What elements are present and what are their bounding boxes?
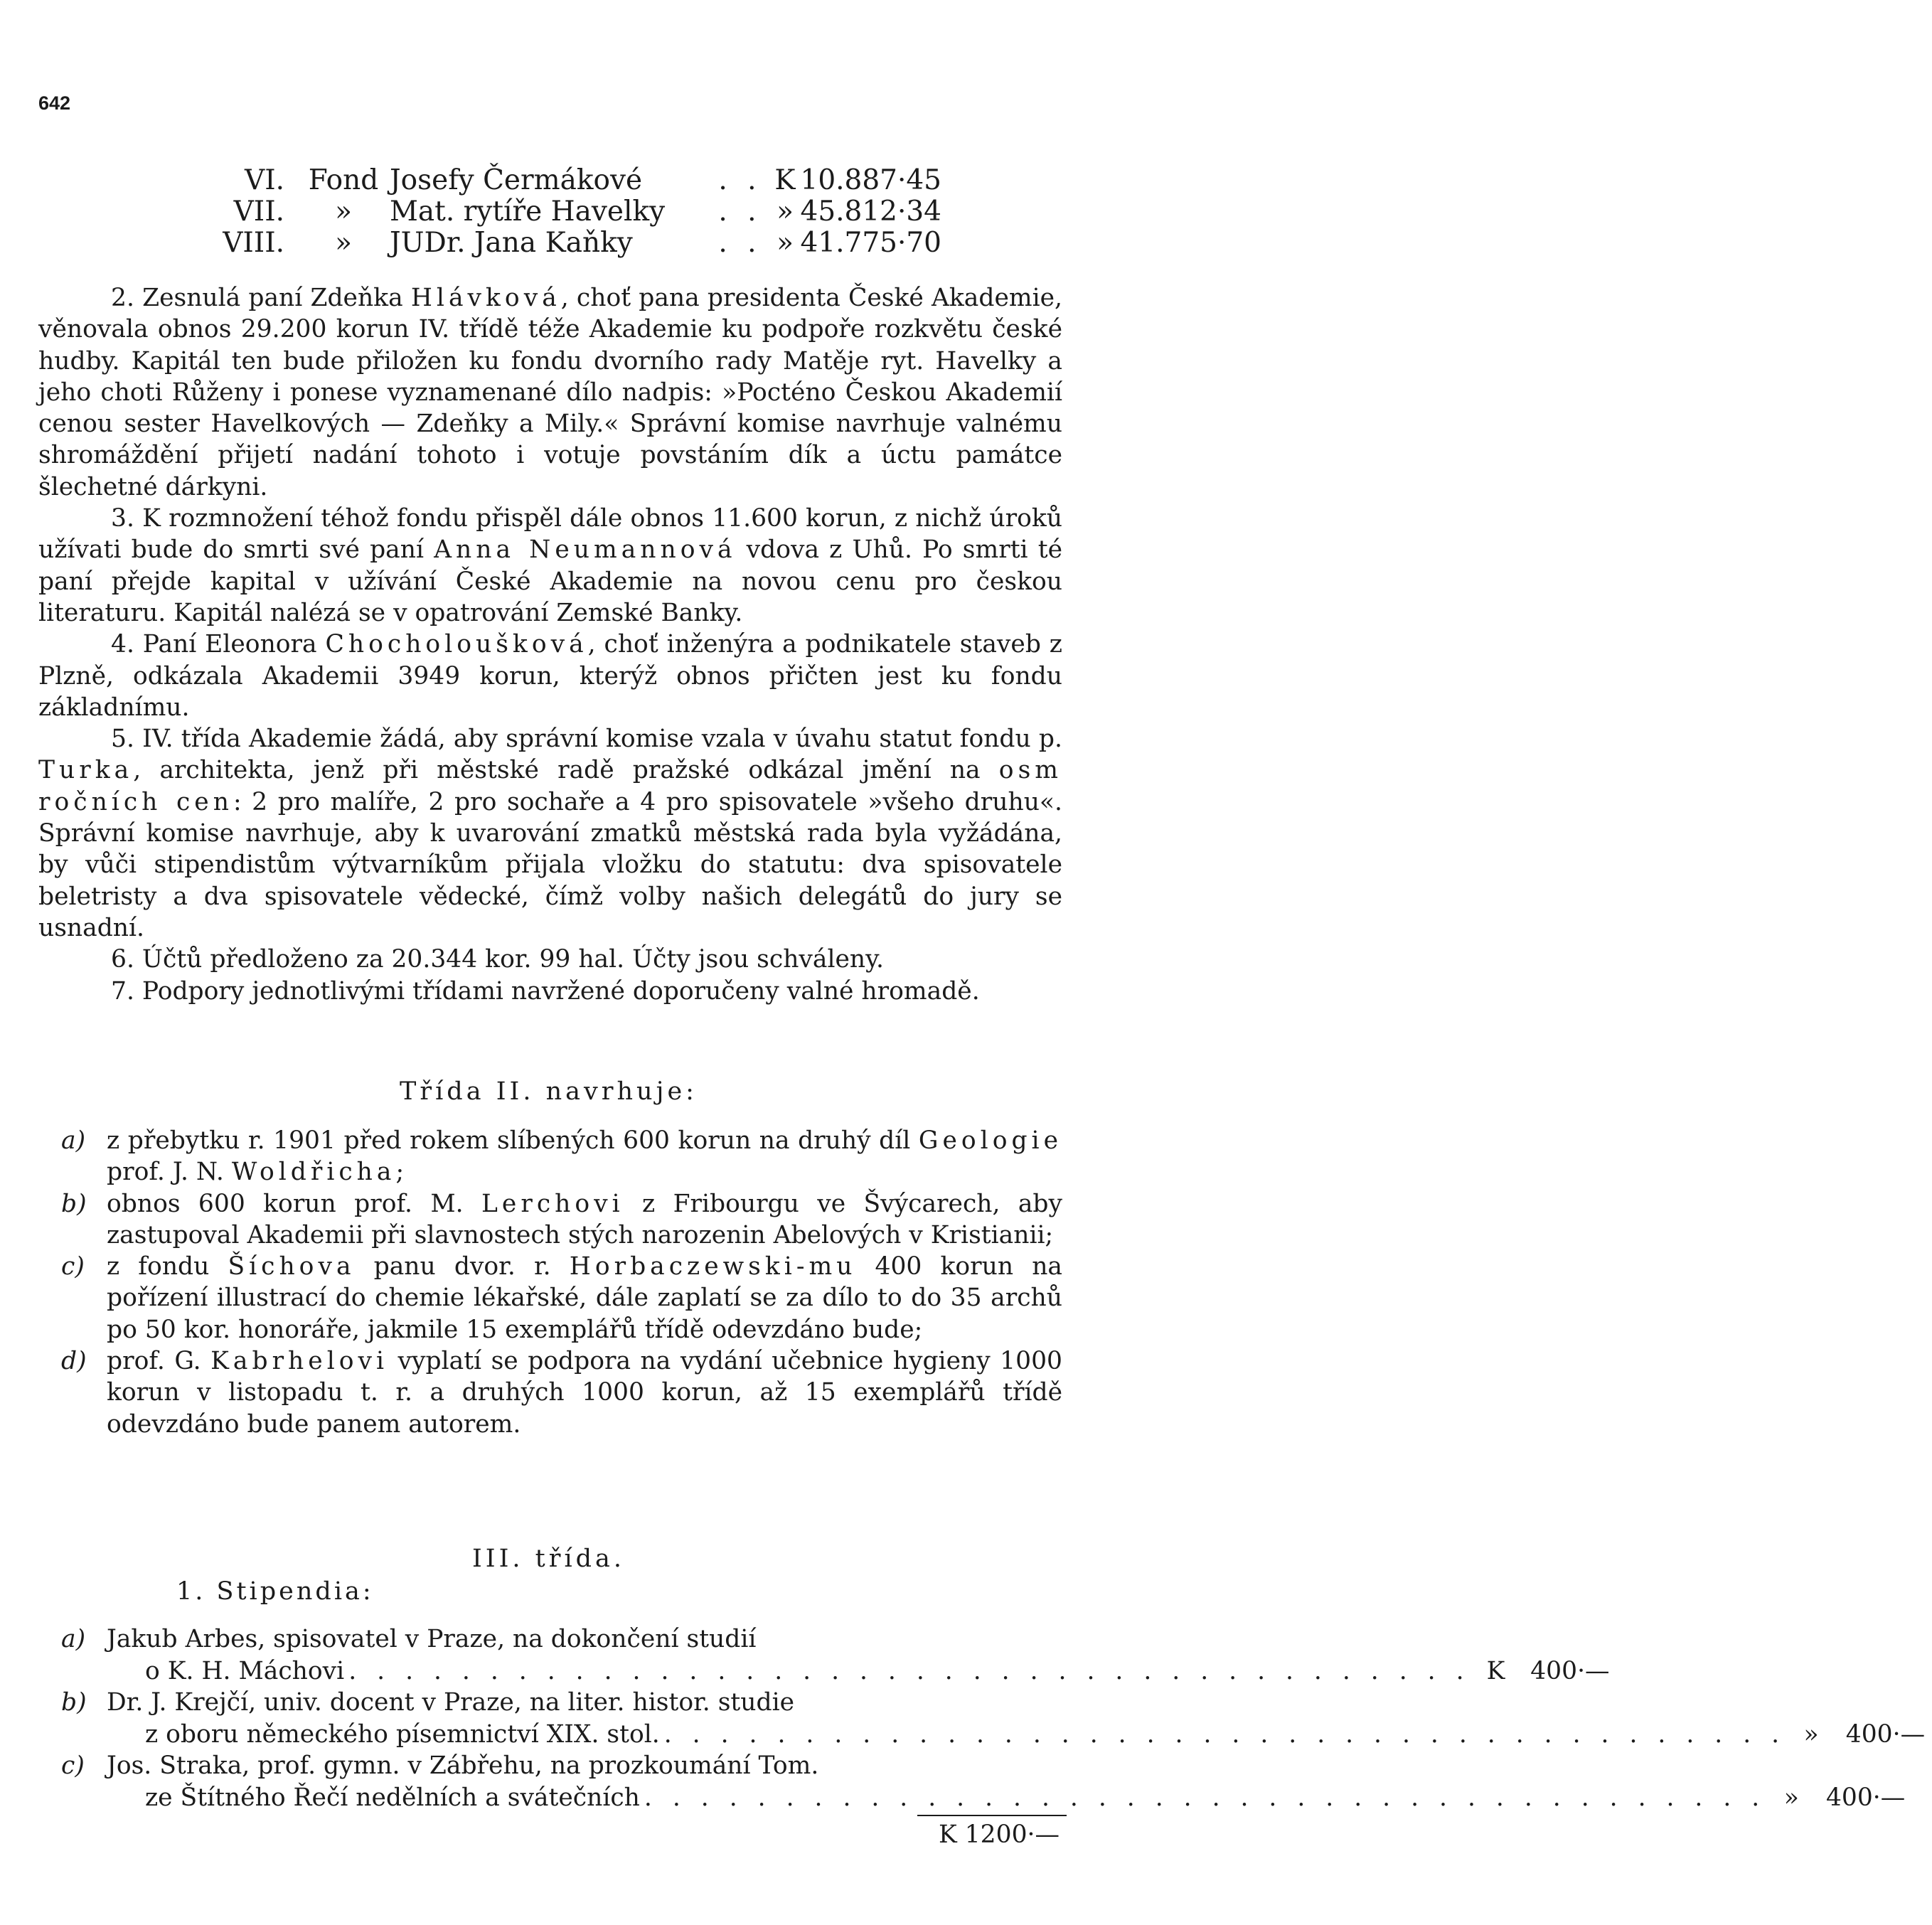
stipend-description: Jakub Arbes, spisovatel v Praze, na dokončení studií [107,1625,757,1653]
stipend-detail-row [38,1655,1610,1687]
stipend-item [38,1687,1926,1750]
fund-prefix: Fond [308,164,379,196]
text: : 2 pro malíře, 2 pro sochaře a 4 pro spisovatele »všeho druhu«. Správní komise navrhuje, aby k uvarování zmatků městská rada byla vyžádána, by vůči stipendistům výtvarníkům přijala vložku do statutu: dva spisovatele beletristy a dva spisovatele vědecké, čímž volby našich delegátů do jury se usnadní. [38,787,1062,942]
fund-currency: » [776,196,794,228]
stipend-detail: z oboru německého písemnictví XIX. stol. [145,1719,660,1749]
text: vdova z Uhů. Po smrti té paní přejde kapital v užívání České Akademie na novou cenu pro českou literaturu. Kapitál nalézá se v opatrování Zemské Banky. [38,535,1062,627]
text: , choť inženýra a podnikatele staveb z Plzně, odkázala Akademii 3949 korun, kterýž obnos přičten jest ku fondu základnímu. [38,630,1062,722]
dot-leader: . . . . . . . . . . . . . . . . . . . . . . . . . . . . . . . . . . . . . . . . [644,1783,1766,1812]
text: vyplatí se podpora na vydání učebnice hygieny 1000 korun v listopadu t. r. a druhých 1000 korun, až 15 exemplářů třídě odevzdáno bude panem autorem. [107,1347,1062,1439]
page-number: 642 [38,92,71,114]
person-name: Anna Neumannová [434,535,737,565]
stipend-detail-row [38,1782,1906,1814]
emphasized-phrase: osm ročních cen [38,756,1062,816]
fund-row [199,165,941,196]
stipend-detail-row [38,1719,1926,1751]
fund-name: Mat. rytíře Havelky [390,196,666,228]
text: , choť pana presidenta České Akademie, věnovala obnos 29.200 korun IV. třídě téže Akademie ku podpoře rozkvětu české hudby. Kapitál ten bude přiložen ku fondu dvorního rady Matěje ryt. Havelky a jeho choti Růženy i ponese vyznamenané dílo nadpis: »Pocténo Českou Akademií cenou sester Havelkových — Zdeňky a Mily.« Správní komise navrhuje valnému shromáždění přijetí nadání tohoto i votuje povstáním dík a úctu památce šlechetné dárkyni. [38,284,1062,501]
stipend-detail: o K. H. Máchovi [145,1656,345,1685]
person-name: Kabrhelovi [210,1347,389,1376]
person-name: Horbaczewski-mu [569,1252,857,1281]
fund-dots: . . [718,164,762,196]
list-item [38,1251,1062,1345]
item-label: c) [61,1751,85,1780]
paragraph-6: 6. Účtů předloženo za 20.344 kor. 99 hal. Účty jsou schváleny. [111,945,885,974]
text: 4. Paní Eleonora [111,630,326,659]
fund-number: VII. [233,196,284,228]
stipend-description: Dr. J. Krejčí, univ. docent v Praze, na liter. histor. studie [107,1688,795,1717]
fund-prefix: » [335,227,352,259]
fund-name: Šíchova [228,1252,356,1281]
amount: 400·— [1825,1783,1906,1812]
list-item [38,1345,1062,1440]
person-name: Turka [38,756,134,785]
stipendia-subtitle: 1. Stipendia: [176,1577,374,1606]
text: panu dvor. r. [355,1252,570,1281]
text: 3. K rozmnožení téhož fondu přispěl dále obnos 11.600 korun, z nichž úroků užívati bude do smrti své paní [38,504,1062,565]
currency: » [1803,1719,1819,1749]
paragraph-7: 7. Podpory jednotlivými třídami navržené doporučeny valné hromadě. [111,976,980,1006]
text: z fondu [107,1252,228,1281]
fund-name: Josefy Čermákové [390,164,643,196]
text: obnos 600 korun prof. M. [107,1189,481,1218]
text: 5. IV. třída Akademie žádá, aby správní komise vzala v úvahu statut fondu p. [111,725,1062,754]
stipendia-list [38,1623,1926,1813]
item-label: d) [61,1347,87,1376]
paragraph-3 [38,503,1062,629]
fund-amount: 10.887·45 [800,164,941,196]
fund-row [199,196,941,228]
person-name: Woldřicha [231,1158,396,1187]
fund-amount: 41.775·70 [800,227,941,259]
text: z Fribourgu ve Švýcarech, aby zastupoval Akademii při slavnostech stých narozenin Abelových v Kristianii; [107,1189,1062,1249]
text: ; [395,1158,405,1187]
currency: K [1486,1656,1505,1685]
text: 2. Zesnulá paní Zdeňka [111,284,411,312]
item-label: c) [61,1252,85,1281]
fund-table [199,165,941,259]
stipendia-total: K 1200·— [917,1815,1067,1849]
stipend-detail: ze Štítného Řečí nedělních a svátečních [145,1783,640,1812]
person-name: Hlávková [410,284,561,312]
stipend-item [38,1623,1610,1687]
currency: » [1783,1783,1799,1812]
text: prof. J. N. [107,1158,232,1187]
item-label: a) [61,1126,86,1155]
body-paragraphs [38,282,1062,1007]
dot-leader: . . . . . . . . . . . . . . . . . . . . . . . . . . . . . . . . . . . . . . . . [663,1719,1786,1749]
fund-number: VIII. [223,227,284,259]
paragraph-5 [38,723,1062,944]
fund-dots: . . [718,227,762,259]
dot-leader: . . . . . . . . . . . . . . . . . . . . . . . . . . . . . . . . . . . . . . . . [348,1656,1471,1685]
fund-number: VI. [245,164,284,196]
class-2-title: Třída II. navrhuje: [400,1077,698,1106]
item-label: a) [61,1625,86,1653]
class-2-list [38,1125,1062,1440]
fund-name: JUDr. Jana Kaňky [390,227,633,259]
paragraph-2 [38,282,1062,503]
text: , architekta, jenž při městské radě pražské odkázal jmění na [133,756,999,785]
fund-dots: . . [718,196,762,228]
paragraph-4 [38,629,1062,723]
list-item [38,1125,1062,1188]
list-item [38,1188,1062,1252]
emphasized-name: Geologie [918,1126,1062,1155]
stipend-description: Jos. Straka, prof. gymn. v Zábřehu, na prozkoumání Tom. [107,1751,819,1780]
item-label: b) [61,1688,87,1717]
fund-prefix: » [335,196,352,228]
person-name: Chocholoušková [325,630,588,659]
amount: 400·— [1530,1656,1610,1685]
person-name: Lerchovi [481,1189,624,1218]
fund-row [199,228,941,259]
stipend-item [38,1750,1906,1813]
text: z přebytku r. 1901 před rokem slíbených 600 korun na druhý díl [107,1126,919,1155]
class-3-title: III. třída. [471,1545,626,1573]
fund-currency: » [776,227,794,259]
amount: 400·— [1845,1719,1926,1749]
fund-amount: 45.812·34 [800,196,941,228]
text: prof. G. [107,1347,211,1376]
text: 400 korun na pořízení illustrací do chemie lékařské, dále zaplatí se za dílo to do 35 archů po 50 kor. honoráře, jakmile 15 exemplářů třídě odevzdáno bude; [107,1252,1062,1344]
fund-currency: K [774,164,796,196]
item-label: b) [61,1189,87,1218]
